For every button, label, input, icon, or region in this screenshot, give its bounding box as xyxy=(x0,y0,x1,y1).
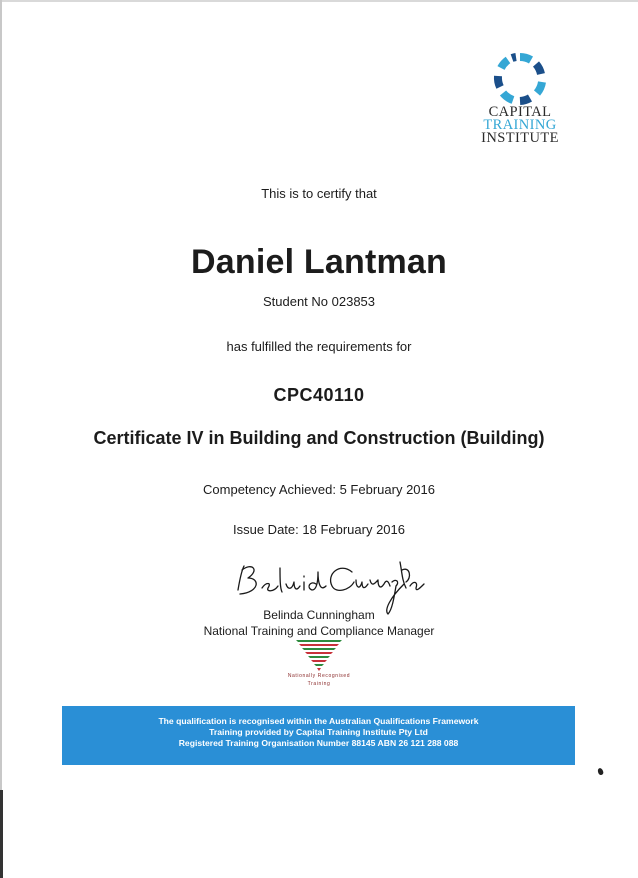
issue-date: Issue Date: 18 February 2016 xyxy=(233,522,405,537)
student-number: Student No 023853 xyxy=(262,294,376,309)
recipient-name: Daniel Lantman xyxy=(191,243,447,281)
logo-line-capital: CAPITAL xyxy=(488,104,552,120)
nrt-label-line2: Training xyxy=(307,681,331,687)
nrt-label-line1: Nationally Recognised xyxy=(287,673,351,679)
ink-mark xyxy=(597,767,604,775)
footer-aqf-statement: The qualification is recognised within the Australian Qualifications Framework xyxy=(158,716,479,726)
capital-training-institute-logo xyxy=(478,52,562,145)
footer-provider: Training provided by Capital Training Institute Pty Ltd xyxy=(209,727,428,737)
ring-of-segments-icon xyxy=(493,52,547,106)
footer-registration: Registered Training Organisation Number 88145 ABN 26 121 288 088 xyxy=(178,738,459,748)
page-left-edge-shadow xyxy=(0,790,3,878)
footer-banner xyxy=(62,706,575,765)
page-top-edge xyxy=(0,0,638,2)
logo-line-training: TRAINING xyxy=(483,117,557,133)
fulfilled-statement: has fulfilled the requirements for xyxy=(226,339,412,354)
competency-date: Competency Achieved: 5 February 2016 xyxy=(203,482,435,497)
course-code: CPC40110 xyxy=(273,385,365,405)
logo-line-institute: INSTITUTE xyxy=(481,130,559,146)
signatory-name: Belinda Cunningham xyxy=(263,608,375,622)
course-title: Certificate IV in Building and Construction (Building) xyxy=(93,428,545,448)
signatory-role: National Training and Compliance Manager xyxy=(203,624,435,638)
certify-intro: This is to certify that xyxy=(261,186,377,201)
